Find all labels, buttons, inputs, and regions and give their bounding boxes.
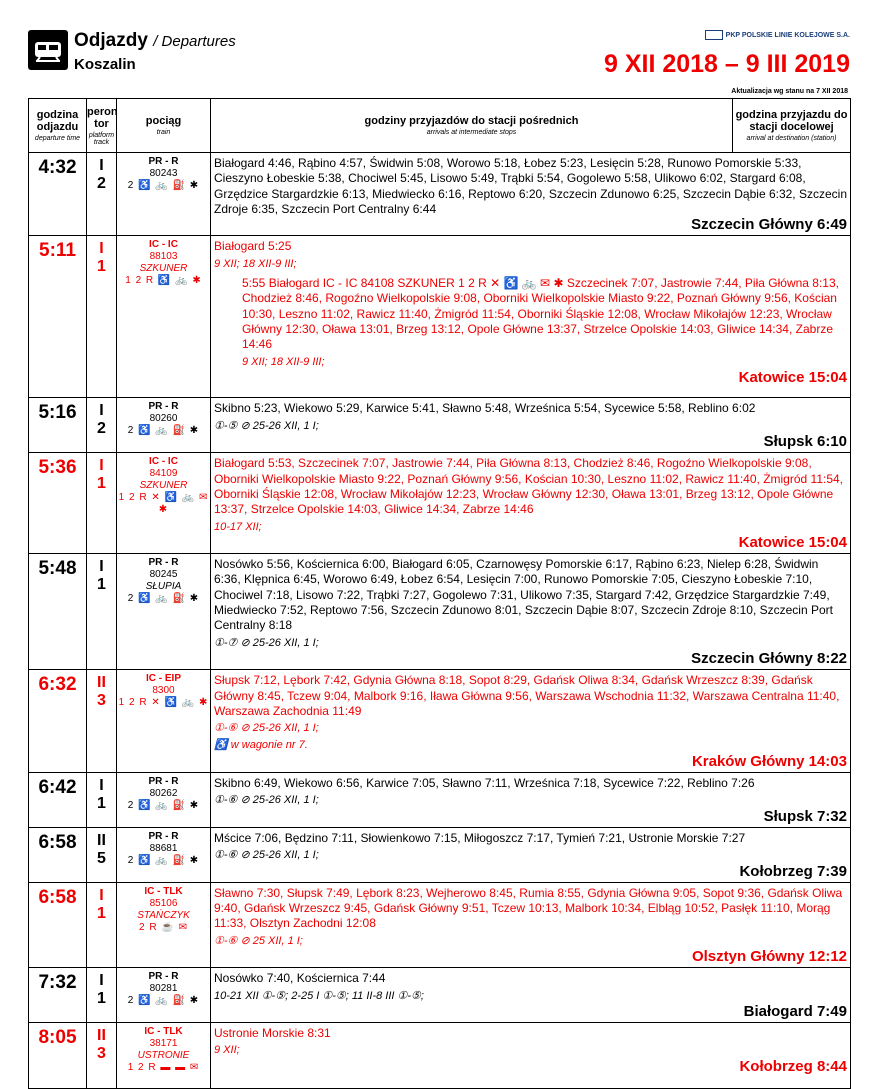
destination: Słupsk 7:32	[763, 807, 847, 825]
calendar-note: 9 XII; 18 XII-9 III;	[214, 257, 297, 270]
track-number: 1	[97, 990, 106, 1008]
train-category: PR - R	[148, 156, 179, 167]
train-number: 80260	[149, 413, 178, 425]
header	[28, 30, 850, 96]
intermediate-stops: Białogard 4:46, Rąbino 4:57, Świdwin 5:08, Worowo 5:18, Łobez 5:23, Lesięcin 5:28, Runowo Pomorskie 5:33, Cieszyno Łobeskie 5:38, Chociwel 5:45, Lisowo 5:49, Trąbki 5:54, Gogolewo 5:58, Ulikowo 6:02, Stargard 6:08, Grzędzice Stargardzkie 6:13, Miedwiecko 6:16, Reptowo 6:20, Szczecin Zdunowo 6:25, Szczecin Dąbie 6:32, Szczecin Zdroje 6:35, Szczecin Port Centralny 6:44	[214, 156, 847, 216]
calendar-note: ①-⑥ ⊘ 25-26 XII, 1 I;	[214, 722, 319, 735]
track-number: 5	[97, 849, 106, 867]
departure-row	[29, 968, 851, 1023]
train-number: 80245	[149, 569, 178, 581]
platform-cell	[87, 968, 117, 1023]
platform-number: I	[99, 457, 104, 475]
destination: Słupsk 6:10	[763, 433, 847, 451]
platform-number: I	[99, 886, 104, 904]
service-icons: 1 2 R ▬ ▬ ✉	[127, 1062, 200, 1074]
train-cell	[117, 773, 211, 828]
connecting-note: 9 XII; 18 XII-9 III;	[242, 355, 325, 368]
destination: Kołobrzeg 8:44	[739, 1057, 847, 1075]
platform-number: I	[99, 777, 104, 795]
service-icons: 2 ♿ 🚲 ⛽ ✱	[127, 995, 200, 1007]
platform-cell	[87, 153, 117, 236]
calendar-note: 10-21 XII ①-⑤; 2-25 I ①-⑤; 11 II-8 III ①-⑤;	[214, 989, 424, 1002]
track-number: 2	[97, 175, 106, 192]
platform-cell	[87, 453, 117, 554]
train-name: SŁUPIA	[145, 581, 182, 593]
stops-cell	[211, 968, 851, 1023]
page-title: Odjazdy / Departures	[74, 30, 236, 51]
train-number: 88103	[149, 251, 178, 263]
platform-number: I	[99, 972, 104, 990]
col-stops: godziny przyjazdów do stacji pośrednich arrivals at intermediate stops	[211, 99, 733, 153]
intermediate-stops: Nosówko 5:56, Kościernica 6:00, Białogard 6:05, Czarnowęsy Pomorskie 6:17, Rąbino 6:23, Nielep 6:28, Świdwin 6:36, Klępnica 6:45, Worowo 6:49, Łobez 6:54, Lesięcin 7:00, Runowo Pomorskie 7:05, Cieszyno Łobeskie 7:10, Chociwel 7:18, Lisowo 7:22, Trąbki 7:27, Gogolewo 7:31, Ulikowo 7:35, Stargard 7:42, Grzędzice Stargardzkie 7:49, Miedwiecko 7:52, Reptowo 7:56, Szczecin Zdunowo 8:01, Szczecin Dąbie 8:07, Szczecin Zdroje 8:10, Szczecin Port Centralny 8:18	[214, 557, 833, 633]
train-cell	[117, 827, 211, 882]
service-icons: 2 ♿ 🚲 ⛽ ✱	[127, 854, 200, 866]
stops-cell	[211, 773, 851, 828]
train-category: PR - R	[148, 971, 179, 983]
destination: Białogard 7:49	[743, 1002, 847, 1020]
accessibility-note: ♿ w wagonie nr 7.	[214, 739, 308, 752]
platform-number: II	[97, 1027, 106, 1045]
departure-time: 6:42	[29, 773, 87, 828]
intermediate-stops: Mścice 7:06, Będzino 7:11, Słowienkowo 7:15, Miłogoszcz 7:17, Tymień 7:21, Ustronie Morskie 7:27	[214, 830, 746, 845]
train-name: USTRONIE	[137, 1050, 190, 1062]
train-cell	[117, 236, 211, 398]
calendar-note: 9 XII;	[214, 1044, 240, 1057]
platform-cell	[87, 554, 117, 670]
train-category: PR - R	[148, 776, 179, 788]
platform-number: I	[99, 402, 104, 420]
platform-number: I	[99, 558, 104, 576]
stops-cell	[211, 882, 851, 967]
platform-cell	[87, 882, 117, 967]
departure-row	[29, 236, 851, 398]
train-cell	[117, 453, 211, 554]
train-number: 80281	[149, 983, 178, 995]
train-category: PR - R	[148, 830, 179, 842]
service-icons: 2 R ☕ ✉	[139, 921, 188, 933]
train-category: IC - IC	[149, 239, 178, 251]
service-icons: 1 2 R ♿ 🚲 ✱	[125, 275, 202, 287]
departure-row	[29, 554, 851, 670]
pkp-logo-icon	[705, 30, 723, 40]
destination: Szczecin Główny 8:22	[691, 649, 847, 667]
train-category: PR - R	[148, 401, 179, 413]
connecting-stops: 5:55 Białogard IC - IC 84108 SZKUNER 1 2 R ✕ ♿ 🚲 ✉ ✱ Szczecinek 7:07, Jastrowie 7:44, Piła Główna 8:13, Chodzież 8:46, Rogoźno Wielkopolskie 9:08, Oborniki Wielkopolskie Miasto 9:22, Poznań Główny 9:56, Kościan 10:30, Leszno 11:02, Rawicz 11:40, Żmigród 11:54, Oborniki Śląskie 12:08, Wrocław Mikołajów 12:23, Wrocław Główny 12:30, Oława 13:01, Brzeg 13:12, Opole Główne 13:37, Strzelce Opolskie 14:03, Gliwice 14:34, Zabrze 14:46	[242, 276, 839, 352]
platform-number: II	[97, 674, 106, 692]
destination: Kraków Główny 14:03	[691, 752, 847, 770]
departure-row	[29, 153, 851, 236]
connecting-train	[214, 276, 847, 370]
departure-row	[29, 1023, 851, 1089]
destination: Olsztyn Główny 12:12	[691, 947, 847, 965]
calendar-note: ①-⑥ ⊘ 25-26 XII, 1 I;	[214, 794, 319, 807]
departure-time: 5:48	[29, 554, 87, 670]
update-note: Aktualizacja wg stanu na 7 XII 2018	[731, 88, 848, 95]
departure-time: 5:16	[29, 398, 87, 453]
train-number: 80243	[149, 168, 178, 179]
stops-cell	[211, 1023, 851, 1089]
intermediate-stops: Białogard 5:53, Szczecinek 7:07, Jastrowie 7:44, Piła Główna 8:13, Chodzież 8:46, Rogoźno Wielkopolskie 9:08, Oborniki Wielkopolskie Miasto 9:22, Poznań Główny 9:56, Kościan 10:30, Leszno 11:02, Rawicz 11:40, Żmigród 11:54, Oborniki Śląskie 12:08, Wrocław Mikołajów 12:23, Wrocław Główny 12:30, Oława 13:01, Brzeg 13:12, Opole Główne 13:37, Strzelce Opolskie 14:03, Gliwice 14:34, Zabrze 14:46	[214, 456, 844, 517]
track-number: 1	[97, 576, 106, 594]
platform-cell	[87, 827, 117, 882]
col-platform: peron tor platform track	[87, 99, 117, 153]
service-icons: 2 ♿ 🚲 ⛽ ✱	[127, 593, 200, 605]
platform-cell	[87, 670, 117, 773]
service-icons: 2 ♿ 🚲 ⛽ ✱	[127, 800, 200, 812]
service-icons: 2 ♿ 🚲 ⛽ ✱	[127, 180, 200, 191]
platform-cell	[87, 398, 117, 453]
departure-row	[29, 773, 851, 828]
train-name: SZKUNER	[139, 263, 188, 275]
train-category: PR - R	[148, 557, 179, 569]
train-icon	[28, 30, 68, 70]
track-number: 1	[97, 904, 106, 922]
stops-cell	[211, 398, 851, 453]
stops-cell	[211, 554, 851, 670]
intermediate-stops: Sławno 7:30, Słupsk 7:49, Lębork 8:23, Wejherowo 8:45, Rumia 8:55, Gdynia Główna 9:05, Sopot 9:36, Gdańsk Oliwa 9:40, Gdańsk Wrzeszcz 9:45, Gdańsk Główny 9:51, Tczew 10:13, Malbork 10:34, Elbląg 10:52, Pasłęk 11:10, Morąg 11:33, Olsztyn Zachodni 12:08	[214, 885, 843, 931]
train-number: 38171	[149, 1038, 178, 1050]
platform-number: I	[99, 240, 104, 258]
departure-time: 5:36	[29, 453, 87, 554]
platform-number: I	[99, 157, 104, 174]
intermediate-stops: Białogard 5:25	[214, 239, 292, 254]
track-number: 3	[97, 692, 106, 710]
train-category: IC - TLK	[144, 885, 183, 897]
departure-row	[29, 398, 851, 453]
train-cell	[117, 670, 211, 773]
train-cell	[117, 554, 211, 670]
train-category: IC - EIP	[145, 673, 181, 685]
track-number: 1	[97, 475, 106, 493]
platform-cell	[87, 773, 117, 828]
calendar-note: ①-⑦ ⊘ 25-26 XII, 1 I;	[214, 636, 319, 649]
service-icons: 2 ♿ 🚲 ⛽ ✱	[127, 425, 200, 437]
track-number: 3	[97, 1045, 106, 1063]
operator-logo: PKP POLSKIE LINIE KOLEJOWE S.A.	[705, 30, 850, 40]
train-number: 85106	[149, 897, 178, 909]
departure-row	[29, 882, 851, 967]
departure-row	[29, 827, 851, 882]
intermediate-stops: Nosówko 7:40, Kościernica 7:44	[214, 971, 386, 986]
departure-time: 6:58	[29, 882, 87, 967]
train-cell	[117, 153, 211, 236]
intermediate-stops: Skibno 6:49, Wiekowo 6:56, Karwice 7:05, Sławno 7:11, Wrześnica 7:18, Sycewice 7:22, Reblino 7:26	[214, 776, 755, 791]
destination: Szczecin Główny 6:49	[691, 216, 847, 234]
train-number: 80262	[149, 788, 178, 800]
train-cell	[117, 968, 211, 1023]
train-category: IC - TLK	[144, 1026, 183, 1038]
train-cell	[117, 1023, 211, 1089]
train-cell	[117, 398, 211, 453]
intermediate-stops: Słupsk 7:12, Lębork 7:42, Gdynia Główna 8:18, Sopot 8:29, Gdańsk Oliwa 8:34, Gdańsk Wrzeszcz 8:39, Gdańsk Główny 8:45, Tczew 9:04, Malbork 9:16, Iława Główna 9:56, Warszawa Wschodnia 11:32, Warszawa Centralna 11:40, Warszawa Zachodnia 11:49	[214, 673, 840, 718]
col-train: pociąg train	[117, 99, 211, 153]
train-number: 84109	[149, 468, 178, 480]
timetable	[28, 98, 851, 1089]
calendar-note: ①-⑥ ⊘ 25 XII, 1 I;	[214, 934, 303, 947]
destination: Katowice 15:04	[738, 368, 847, 386]
destination: Kołobrzeg 7:39	[739, 862, 847, 880]
calendar-note: ①-⑤ ⊘ 25-26 XII, 1 I;	[214, 419, 319, 432]
intermediate-stops: Ustronie Morskie 8:31	[214, 1026, 331, 1041]
platform-number: II	[97, 831, 106, 849]
stops-cell	[211, 453, 851, 554]
platform-cell	[87, 236, 117, 398]
track-number: 2	[97, 420, 106, 438]
departure-time: 6:32	[29, 670, 87, 773]
platform-cell	[87, 1023, 117, 1089]
col-time: godzina odjazdu departure time	[29, 99, 87, 153]
calendar-note: ①-⑥ ⊘ 25-26 XII, 1 I;	[214, 849, 319, 862]
stops-cell	[211, 236, 851, 398]
stops-cell	[211, 153, 851, 236]
track-number: 1	[97, 795, 106, 813]
departure-time: 8:05	[29, 1023, 87, 1089]
destination: Katowice 15:04	[738, 533, 847, 551]
departure-row	[29, 670, 851, 773]
station-name: Koszalin	[74, 56, 136, 73]
train-number: 8300	[152, 685, 175, 697]
train-name: STAŃCZYK	[137, 909, 190, 921]
departure-time: 6:58	[29, 827, 87, 882]
stops-cell	[211, 670, 851, 773]
stops-cell	[211, 827, 851, 882]
calendar-note: 10-17 XII;	[214, 520, 262, 533]
service-icons: 1 2 R ✕ ♿ 🚲 ✉ ✱	[118, 492, 209, 516]
service-icons: 1 2 R ✕ ♿ 🚲 ✱	[118, 697, 209, 709]
validity-period: 9 XII 2018 – 9 III 2019	[603, 50, 850, 78]
intermediate-stops: Skibno 5:23, Wiekowo 5:29, Karwice 5:41, Sławno 5:48, Wrześnica 5:54, Sycewice 5:58, Reblino 6:02	[214, 401, 756, 416]
track-number: 1	[97, 258, 106, 276]
departure-time: 5:11	[29, 236, 87, 398]
train-cell	[117, 882, 211, 967]
train-category: IC - IC	[149, 456, 178, 468]
col-dest: godzina przyjazdu do stacji docelowej arrival at destination (station)	[733, 99, 851, 153]
train-number: 88681	[149, 842, 178, 854]
departure-row	[29, 453, 851, 554]
departure-time: 4:32	[29, 153, 87, 236]
departure-time: 7:32	[29, 968, 87, 1023]
train-name: SZKUNER	[139, 480, 188, 492]
table-header	[29, 99, 851, 153]
